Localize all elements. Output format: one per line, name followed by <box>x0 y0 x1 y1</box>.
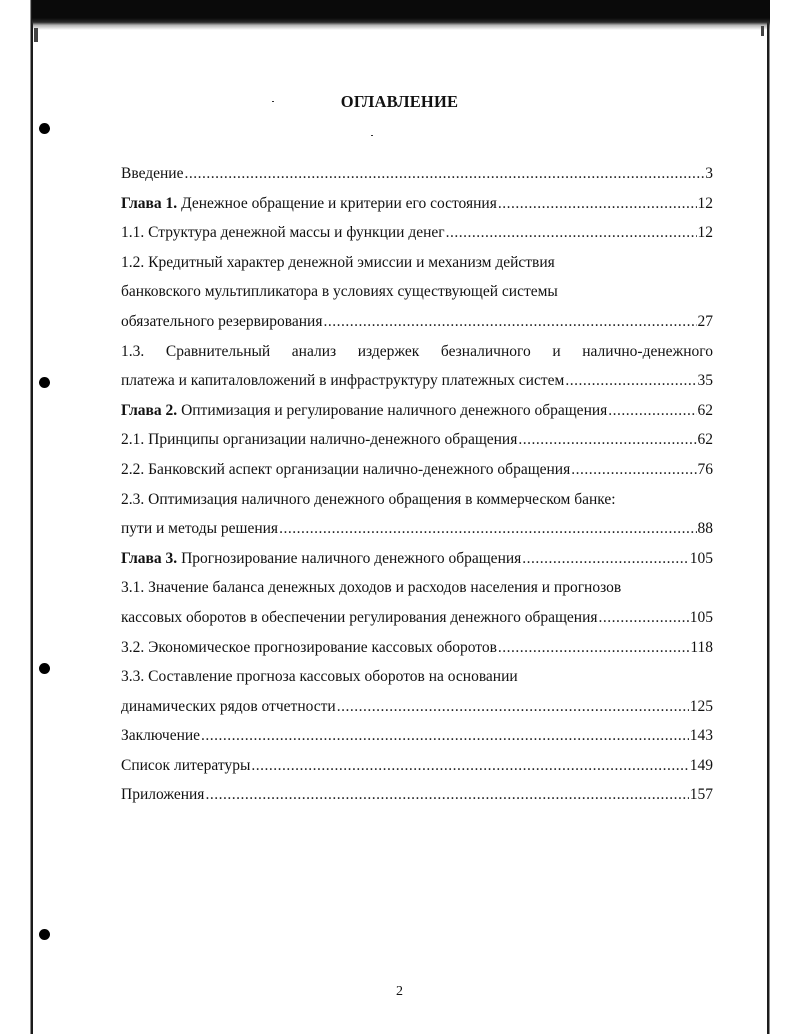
dot-leader <box>498 633 689 663</box>
toc-entry-text: 3.3. Составление прогноза кассовых оборотов на основании <box>121 668 518 686</box>
toc-entry-label <box>121 780 204 810</box>
punch-hole <box>39 123 50 134</box>
punch-hole <box>39 377 50 388</box>
toc-entry[interactable] <box>121 307 713 337</box>
toc-entry-title: Список литературы <box>121 756 251 774</box>
toc-entry-label <box>121 425 517 455</box>
toc-entry-title: Заключение <box>121 727 201 745</box>
toc-entry[interactable] <box>121 692 713 722</box>
toc-entry[interactable] <box>121 780 713 810</box>
toc-entry[interactable] <box>121 751 713 781</box>
scan-left-border <box>0 0 33 1034</box>
toc-entry-line <box>121 248 713 278</box>
toc-page-number: 88 <box>697 520 713 538</box>
toc-entry-label <box>121 307 322 337</box>
chapter-number: Глава 1. <box>121 194 178 212</box>
toc-entry-title: 1.1. Структура денежной массы и функции денег <box>121 224 445 242</box>
toc-entry[interactable] <box>121 603 713 633</box>
toc-page-number: 12 <box>697 194 713 212</box>
punch-hole <box>39 929 50 940</box>
toc-page-number: 27 <box>697 312 713 330</box>
toc-page-number: 35 <box>697 372 713 390</box>
toc-entry-title: платежа и капиталовложений в инфраструктуру платежных систем <box>121 372 565 390</box>
dot-leader <box>599 603 689 633</box>
toc-entry-label <box>121 633 497 663</box>
dot-leader <box>522 544 688 574</box>
dot-leader <box>279 514 696 544</box>
toc-page-number: 105 <box>689 549 713 567</box>
toc-entry[interactable] <box>121 514 713 544</box>
dot-leader <box>608 396 696 426</box>
toc-entry-label <box>121 189 497 219</box>
toc-entry[interactable] <box>121 189 713 219</box>
toc-entry-label <box>121 218 445 248</box>
toc-page-number: 62 <box>697 401 713 419</box>
toc-page-number: 118 <box>690 638 713 656</box>
toc-entry-label <box>121 603 598 633</box>
toc-entry-label <box>121 366 564 396</box>
toc-entry-title: кассовых оборотов в обеспечении регулирования денежного обращения <box>121 608 598 626</box>
toc-entry-title: Денежное обращение и критерии его состояния <box>177 194 497 212</box>
toc-entry-line <box>121 277 713 307</box>
table-of-contents <box>121 159 713 810</box>
toc-entry-line <box>121 662 713 692</box>
dot-leader <box>201 721 689 751</box>
scan-right-border <box>767 0 799 1034</box>
toc-entry[interactable] <box>121 218 713 248</box>
toc-entry-label <box>121 159 183 189</box>
toc-entry[interactable] <box>121 396 713 426</box>
toc-page-number: 105 <box>689 608 713 626</box>
toc-entry[interactable] <box>121 425 713 455</box>
toc-entry-text: 1.2. Кредитный характер денежной эмиссии и механизм действия <box>121 253 555 271</box>
toc-entry-title: Оптимизация и регулирование наличного денежного обращения <box>177 401 608 419</box>
toc-page-number: 3 <box>705 165 713 182</box>
scan-top-edge <box>32 18 770 30</box>
page-number: 2 <box>396 984 403 999</box>
chapter-number: Глава 2. <box>121 401 178 419</box>
toc-entry-title: Введение <box>121 165 184 182</box>
toc-entry-text: 2.3. Оптимизация наличного денежного обращения в коммерческом банке: <box>121 490 616 508</box>
dot-leader <box>565 366 696 396</box>
scan-corner-mark-left <box>34 28 38 42</box>
dot-leader <box>518 425 696 455</box>
toc-entry-title: динамических рядов отчетности <box>121 697 336 715</box>
toc-entry[interactable] <box>121 455 713 485</box>
toc-entry-title: пути и методы решения <box>121 520 279 538</box>
toc-entry[interactable] <box>121 721 713 751</box>
toc-entry[interactable] <box>121 633 713 663</box>
toc-entry-label <box>121 692 336 722</box>
toc-entry-text: 1.3. Сравнительный анализ издержек безналичного и налично-денежного <box>121 342 713 360</box>
toc-page-number: 62 <box>697 431 713 449</box>
toc-entry[interactable] <box>121 159 713 189</box>
toc-entry-title: Прогнозирование наличного денежного обращения <box>177 549 522 567</box>
toc-page-number: 12 <box>697 224 713 242</box>
dot-leader <box>337 692 689 722</box>
page-title: ОГЛАВЛЕНИЕ <box>340 92 459 111</box>
toc-page-number: 76 <box>697 460 713 478</box>
toc-entry-label <box>121 396 607 426</box>
dot-leader <box>205 780 688 810</box>
dot-leader <box>251 751 688 781</box>
toc-entry-line <box>121 337 713 367</box>
toc-entry-line <box>121 573 713 603</box>
dot-leader <box>446 218 697 248</box>
toc-entry-title: 2.1. Принципы организации налично-денежного обращения <box>121 431 518 449</box>
toc-entry[interactable] <box>121 366 713 396</box>
toc-entry-title: Приложения <box>121 786 205 804</box>
toc-page-number: 149 <box>689 756 713 774</box>
toc-entry[interactable] <box>121 544 713 574</box>
toc-page-number: 143 <box>689 727 713 745</box>
dot-leader <box>323 307 696 337</box>
toc-entry-text: банковского мультипликатора в условиях существующей системы <box>121 283 558 301</box>
toc-page-number: 125 <box>689 697 713 715</box>
chapter-number: Глава 3. <box>121 549 178 567</box>
toc-entry-text: 3.1. Значение баланса денежных доходов и расходов населения и прогнозов <box>121 579 622 597</box>
scan-speck <box>371 135 373 136</box>
toc-entry-title: обязательного резервирования <box>121 312 323 330</box>
toc-entry-label <box>121 455 570 485</box>
toc-entry-line <box>121 485 713 515</box>
toc-entry-title: 2.2. Банковский аспект организации налично-денежного обращения <box>121 460 571 478</box>
dot-leader <box>184 159 704 189</box>
toc-entry-label <box>121 721 200 751</box>
toc-entry-label <box>121 514 278 544</box>
toc-entry-label <box>121 544 521 574</box>
toc-page-number: 157 <box>689 786 713 804</box>
scan-corner-mark-right <box>761 26 764 36</box>
dot-leader <box>571 455 696 485</box>
punch-hole <box>39 663 50 674</box>
toc-entry-title: 3.2. Экономическое прогнозирование кассовых оборотов <box>121 638 497 656</box>
toc-entry-label <box>121 751 250 781</box>
dot-leader <box>498 189 697 219</box>
